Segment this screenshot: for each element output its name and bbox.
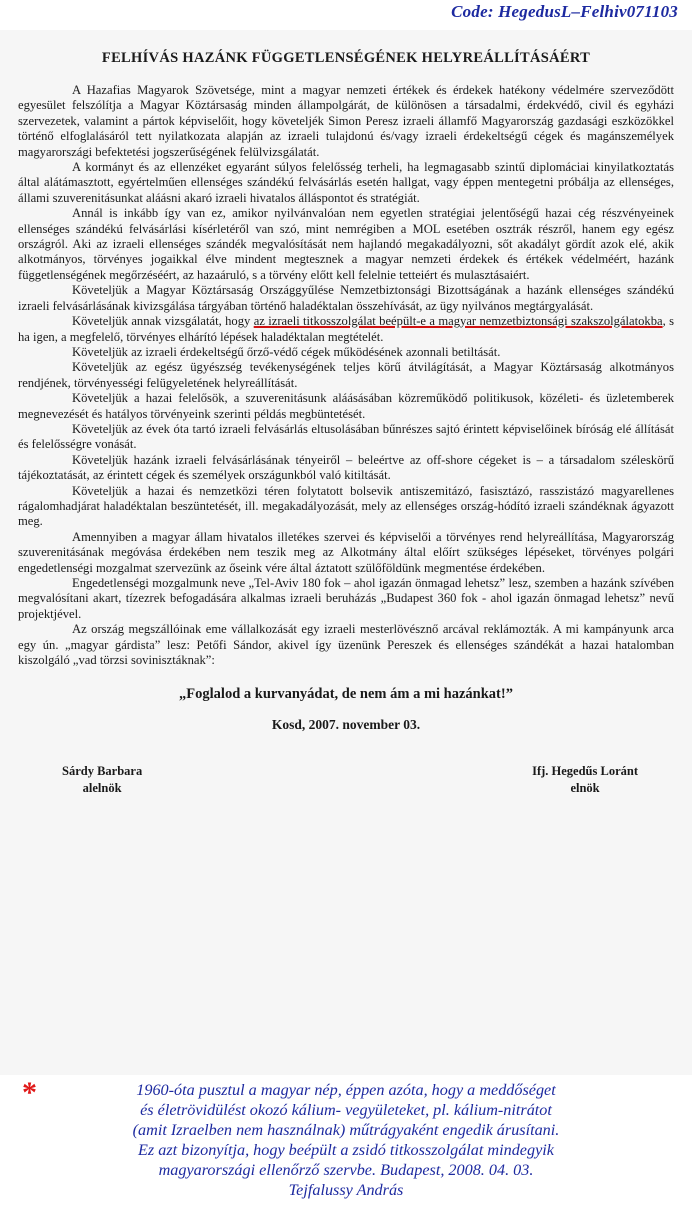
document-code: Code: HegedusL–Felhiv071103 (451, 2, 678, 21)
signature-role: alelnök (82, 781, 122, 796)
signature-right (532, 763, 638, 797)
footnote-line: Tejfalussy András (288, 1181, 404, 1199)
signature-name: Ifj. Hegedűs Loránt (532, 764, 638, 779)
document-title: FELHÍVÁS HAZÁNK FÜGGETLENSÉGÉNEK HELYREÁLLÍTÁSÁÉRT (101, 50, 591, 66)
footnote (0, 1076, 692, 1200)
underlined-paragraph-before: Követeljük annak vizsgálatát, hogy (72, 314, 254, 329)
footnote-line: magyarországi ellenőrző szervbe. Budapest, 2008. 04. 03. (158, 1161, 534, 1179)
paragraph: Az ország megszállóinak eme vállalkozását egy izraeli mesterlövésznő arcával reklámozták. A mi kampányunk arca egy ún. „magyar gárdista” lesz: Petőfi Sándor, akivel így üzenünk Pereszek és ellenséges szándékát a hazai hatalomban kiszolgáló „vad törzsi sovinisztáknak”: (18, 622, 674, 668)
scanned-document (0, 30, 692, 1075)
footnote-line: és életrövidülést okozó kálium- vegyületeket, pl. kálium-nitrátot (140, 1101, 552, 1119)
paragraph: Amennyiben a magyar állam hivatalos illetékes szervei és képviselői a törvényes rend helyreállítása, Magyarország szuverenitásának megóvása érdekében nem teszik meg az Alkotmány által előírt szükséges lépéseket, törvényes polgári engedetlenségi mozgalmat szervezünk az őseink vére által áztatott szülőföldünk megmentése érdekében. (18, 529, 674, 575)
footnote-line: Ez azt bizonyítja, hogy beépült a zsidó titkosszolgálat mindegyik (138, 1141, 554, 1159)
paragraph: Követeljük az izraeli érdekeltségű őrző-védő cégek működésének azonnali betiltását. (72, 344, 501, 359)
asterisk-icon: * (22, 1076, 37, 1109)
paragraph: Követeljük a hazai felelősök, a szuverenitásunk aláásásában közreműködő politikusok, közéleti- és üzletemberek megnevezését és hatályos törvényeink szerinti példás megbüntetését. (18, 391, 674, 421)
paragraph: Követeljük az egész ügyészség tevékenységének teljes körű átvilágítását, a Magyar Köztársaság alkotmányos rendjének, törvényességi felügyeletének helyreállítását. (18, 360, 674, 390)
signature-name: Sárdy Barbara (62, 764, 143, 779)
red-underlined-text: az izraeli titkosszolgálat beépült-e a magyar nemzetbiztonsági szakszolgálatokba (253, 314, 663, 329)
signature-left (62, 763, 142, 797)
underlined-paragraph (18, 314, 674, 345)
slogan: „Foglalod a kurvanyádat, de nem ám a mi hazánkat!” (179, 686, 513, 703)
paragraph: Követeljük a Magyar Köztársaság Országgyűlése Nemzetbiztonsági Bizottságának a hazánk ellenséges szándékú izraeli felvásárlásának kivizsgálása tárgyában történő haladéktalan összehívását, az ügy nyilvános megtárgyalását. (18, 283, 674, 313)
paragraph: Követeljük a hazai és nemzetközi téren folytatott bolsevik antiszemitázó, fasisztázó, rasszistázó magyarellenes rágalomhadjárat haladéktalan beszüntetését, ill. megakadályozását, mely az ellenséges ország-hódító izraeli szándéknak ágyazott meg. (18, 483, 674, 529)
paragraph: Követeljük hazánk izraeli felvásárlásának tényeiről – beleértve az off-shore cégeket is – a társadalom széleskörű tájékoztatását, az érintett cégek és személyek országunkból való kitiltását. (18, 452, 674, 483)
paragraph: Annál is inkább így van ez, amikor nyilvánvalóan nem egyetlen stratégiai jelentőségű hazai cég részvényeinek ellenséges szándékú felvásárlási kísérletéről van szó, mint nemrégiben a MOL esetében osztrák részről, hanem egy egész országról. Aki az izraeli ellenséges szándék megvalósítását nem hajlandó megakadályozni, sőt akadályt gördít azok elé, akik alkotmányos, törvényes jogaikkal élve mindent megtesznek a magyar nemzeti érdekek és értékek védelméért, hazánk függetlenségének megőrzéséért, az hazaáruló, s a törvény előtt kell felelnie tetteiért és mulasztásaiért. (18, 206, 674, 282)
underlined-paragraph-after: , s ha igen, a megfelelő, törvényes elhárító lépések haladéktalan megtételét. (18, 314, 675, 344)
paragraph: Követeljük az évek óta tartó izraeli felvásárlás eltusolásában bűnrészes sajtó érintett képviselőinek bíróság elé állítását és felelősségre vonását. (18, 421, 674, 452)
paragraph: Engedetlenségi mozgalmunk neve „Tel-Aviv 180 fok – ahol igazán önmagad lehetsz” lesz, szemben a hazánk szívében megvalósítani akart, tízezrek befogadására alkalmas izraeli beruházás „Budapest 360 fok - ahol igazán önmagad lehetsz” nevű projektjével. (18, 576, 674, 621)
footnote-line: 1960-óta pusztul a magyar nép, éppen azóta, hogy a meddőséget (136, 1081, 556, 1099)
body-paragraphs-1 (18, 83, 674, 314)
body-paragraphs-2 (18, 345, 674, 669)
place-date: Kosd, 2007. november 03. (271, 717, 421, 733)
footnote-line: (amit Izraelben nem használnak) műtrágyaként engedik árusítani. (132, 1121, 560, 1139)
signatures (18, 763, 674, 797)
signature-role: elnök (570, 781, 600, 796)
paragraph: A Hazafias Magyarok Szövetsége, mint a magyar nemzeti értékek és érdekek hatékony védelmére szerveződött egyesület felszólítja a Magyar Köztársaság minden állampolgárát, de különösen a társadalmi, érdekvédő, civil és egyházi szervezetek, valamint a pártok képviselőit, hogy követeljék Simon Peresz izraeli államfő Magyarország gazdasági eszközökkel történő elfoglalásáról tett nyilatkozata alapján az izraeli tulajdonú és/vagy izraeli érdekeltségű cégek és magánszemélyek magyarországi befektetési jogszerűségének felülvizsgálatát. (18, 83, 674, 159)
paragraph: A kormányt és az ellenzéket egyaránt súlyos felelősség terheli, ha legmagasabb szintű diplomáciai kinyilatkoztatás által alátámasztott, egyértelműen ellenséges szándékú felvásárlás esetén hallgat, vagy éppen mentegetni próbálja az ellenséges, állami szuverenitásunkat aláásni akaró izraeli hivatalos álláspontot és stratégiát. (18, 160, 674, 205)
